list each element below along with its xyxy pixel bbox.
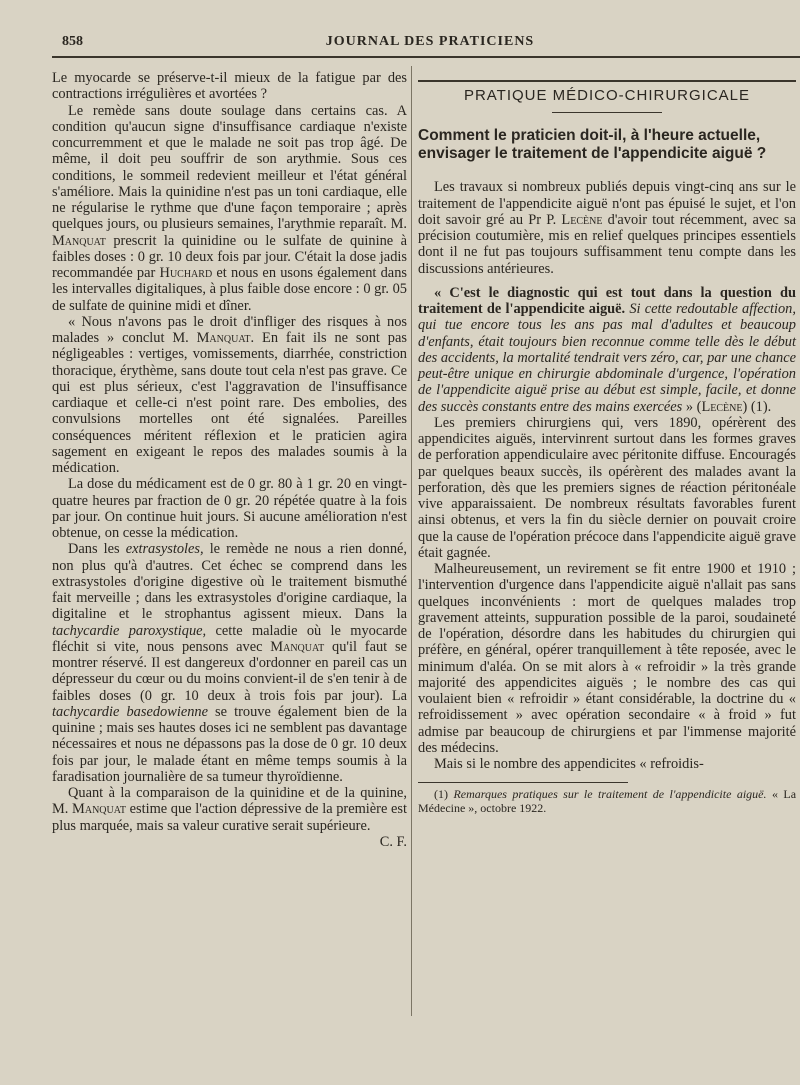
paragraph: Dans les extrasystoles, le remède ne nous a rien donné, non plus qu'à d'autres. Cet échec se comprend dans les extrasystoles d'origine digestive où le traitement bismuthé fait merveille ; dans les extrasystoles d'origine cardiaque, la digitaline et le strophantus agissent mieux. Dans la tachycardie paroxystique, cette maladie où le myocarde fléchit si vite, nous pensons avec Manquat qu'il faut se montrer réservé. Il est dangereux d'ordonner en pareil cas un dépresseur du cœur ou du moins convient-il de s'en tenir à de faibles doses (0 gr. 10 deux à trois fois par jour). La tachycardie basedowienne se trouve également bien de la quinine ; mais ses hautes doses ici ne semblent pas davantage nécessaires et nous ne dépassons pas la dose de 0 gr. 10 deux fois par jour, le malade étant en même temps soumis à la faradisation journalière de sa tumeur thyroïdienne. [52,541,408,785]
column-divider [411,66,412,1016]
paragraph: La dose du médicament est de 0 gr. 80 à 1 gr. 20 en vingt-quatre heures par fraction de 0 gr. 20 répétée quatre à la fois par jour. On continue huit jours. Si aucune amélioration n'est obtenue, on cesse la médication. [52,476,407,541]
author-name: Manquat [270,638,325,655]
quote-lead: « C'est le diagnostic qui est tout dans la question du traitement de l'appendicite aiguë. [418,284,796,317]
signature: C. F. [379,833,407,850]
author-name: Lecène [701,398,743,415]
page-header [62,34,798,56]
right-column [418,70,796,815]
author-name: Huchard [159,265,213,281]
emphasis: tachycardie basedowienne [52,703,208,720]
footnote-rule [418,782,628,783]
section-heading: PRATIQUE MÉDICO-CHIRURGICALE [418,80,796,104]
paragraph: « Nous n'avons pas le droit d'infliger des risques à nos malades » conclut M. Manquat. En fait ils ne sont pas négligeables : vertiges, vomissements, diarrhée, constriction thoracique, érythème, sans doute tout cela n'est pas grave. Ce qui est plus sérieux, c'est l'aggravation de l'insuffisance cardiaque et celle-ci n'est point rare. Des embolies, des convulsions mortelles ont été signalées. Pareilles conséquences méritent réflexion et le praticien agira sagement en exigeant le repos des malades soumis à la médication. [52,313,407,476]
header-rule [52,56,800,58]
quote-italic: Si cette redoutable affection, qui tue encore tous les ans pas mal d'adultes et beaucoup d'enfants, était toujours bien reconnue comme telle dès le début des accidents, la mortalité tendrait vers zéro, car, par une chance peut-être unique en chirurgie abdominale d'urgence, l'opération de l'appendicite aiguë prise au début est simple, facile, et donne des succès constants entre des mains exercées [418,301,796,415]
page-number: 858 [62,34,83,49]
emphasis: extrasystoles, [125,541,204,558]
author-name: Manquat. [196,330,255,346]
author-name: Manquat [52,232,106,249]
paragraph: « C'est le diagnostic qui est tout dans la question du traitement de l'appendicite aiguë. Si cette redoutable affection, qui tue encore tous les ans pas mal d'adultes et beaucoup d'enfants, était toujours bien reconnue comme telle dès le début des accidents, la mortalité tendrait vers zéro, car, par une chance peut-être unique en chirurgie abdominale d'urgence, l'opération de l'appendicite aiguë prise au début est simple, facile, et donne des succès constants entre des mains exercées » (Lecène) (1). [418,284,796,415]
left-column [52,70,407,850]
paragraph: Mais si le nombre des appendicites « refroidis- [434,756,704,772]
article-title: Comment le praticien doit-il, à l'heure actuelle, envisager le traitement de l'appendicite aiguë ? [418,127,767,163]
paragraph: Quant à la comparaison de la quinidine et de la quinine, M. Manquat estime que l'action dépressive de la première est plus marquée, mais sa valeur curative serait supérieure. C. F. [52,785,407,850]
paragraph: Les premiers chirurgiens qui, vers 1890, opérèrent des appendicites aiguës, intervinrent surtout dans les formes graves de perforation appendiculaire avec péritonite diffuse. Encouragés par quelques beaux succès, ils opérèrent des malades avant la perforation, dès que les premiers signes de réaction péritonéale vive apparaissaient. De nombreux résultats favorables furent ainsi obtenus, et vers la fin du siècle dernier on pouvait croire que la cause de l'opération précoce dans l'appendicite aiguë grave était gagnée. [418,414,796,561]
section-rule [552,112,662,113]
footnote: (1) Remarques pratiques sur le traitement de l'appendicite aiguë. « La Médecine », octobre 1922. [418,787,797,816]
paragraph: Le myocarde se préserve-t-il mieux de la fatigue par des contractions irrégulières et avortées ? [52,70,407,103]
author-name: P. Lecène [546,211,603,228]
author-name: Manquat [72,801,126,818]
journal-title: JOURNAL DES PRATICIENS [325,34,535,49]
paragraph: Les travaux si nombreux publiés depuis vingt-cinq ans sur le traitement de l'appendicite aiguë n'ont pas épuisé le sujet, et l'on doit savoir gré au Pr P. Lecène d'avoir tout récemment, avec sa précision coutumière, mis en relief quelques principes essentiels dont il ne fut pas toujours suffisamment tenu compte dans les discussions antérieures. [418,179,796,277]
paragraph: Le remède sans doute soulage dans certains cas. A condition qu'aucun signe d'insuffisance cardiaque n'existe concurremment et que le malade ne soit pas trop âgé. De même, il doit peu souffrir de son arythmie. Sous ces conditions, le sommeil redevient meilleur et l'état général s'améliore. Mais la quinidine n'est pas un toni cardiaque, elle ne régularise le rythme que d'une façon temporaire ; après quelques jours, ou plusieurs semaines, l'arythmie reparaît. M. Manquat prescrit la quinidine ou le sulfate de quinine à faibles doses : 0 gr. 10 deux fois par jour. C'était la dose jadis recommandée par Huchard et nous en usons également dans les intervalles digitaliques, à plus faible dose encore : 0 gr. 05 de sulfate de quinine midi et dîner. [52,102,407,314]
paragraph: Malheureusement, un revirement se fit entre 1900 et 1910 ; l'intervention d'urgence dans l'appendicite aiguë n'allait pas sans quelques inconvénients : mort de quelques malades trop gravement atteints, suppuration possible de la paroi, soudaineté de l'opération, désordre dans les habitudes du chirurgien qui préfère, en général, opérer tranquillement à tête reposée, avec le minimum d'aléa. On se mit alors à « refroidir » la très grande majorité des appendicites aiguës ; le nombre des cas qui voulaient bien « refroidir » étant considérable, la doctrine du « refroidissement » avec opération secondaire « à froid » fut admise par beaucoup de chirurgiens et par l'immense majorité des médecins. [418,561,796,756]
emphasis: tachycardie paroxystique, [52,622,207,639]
